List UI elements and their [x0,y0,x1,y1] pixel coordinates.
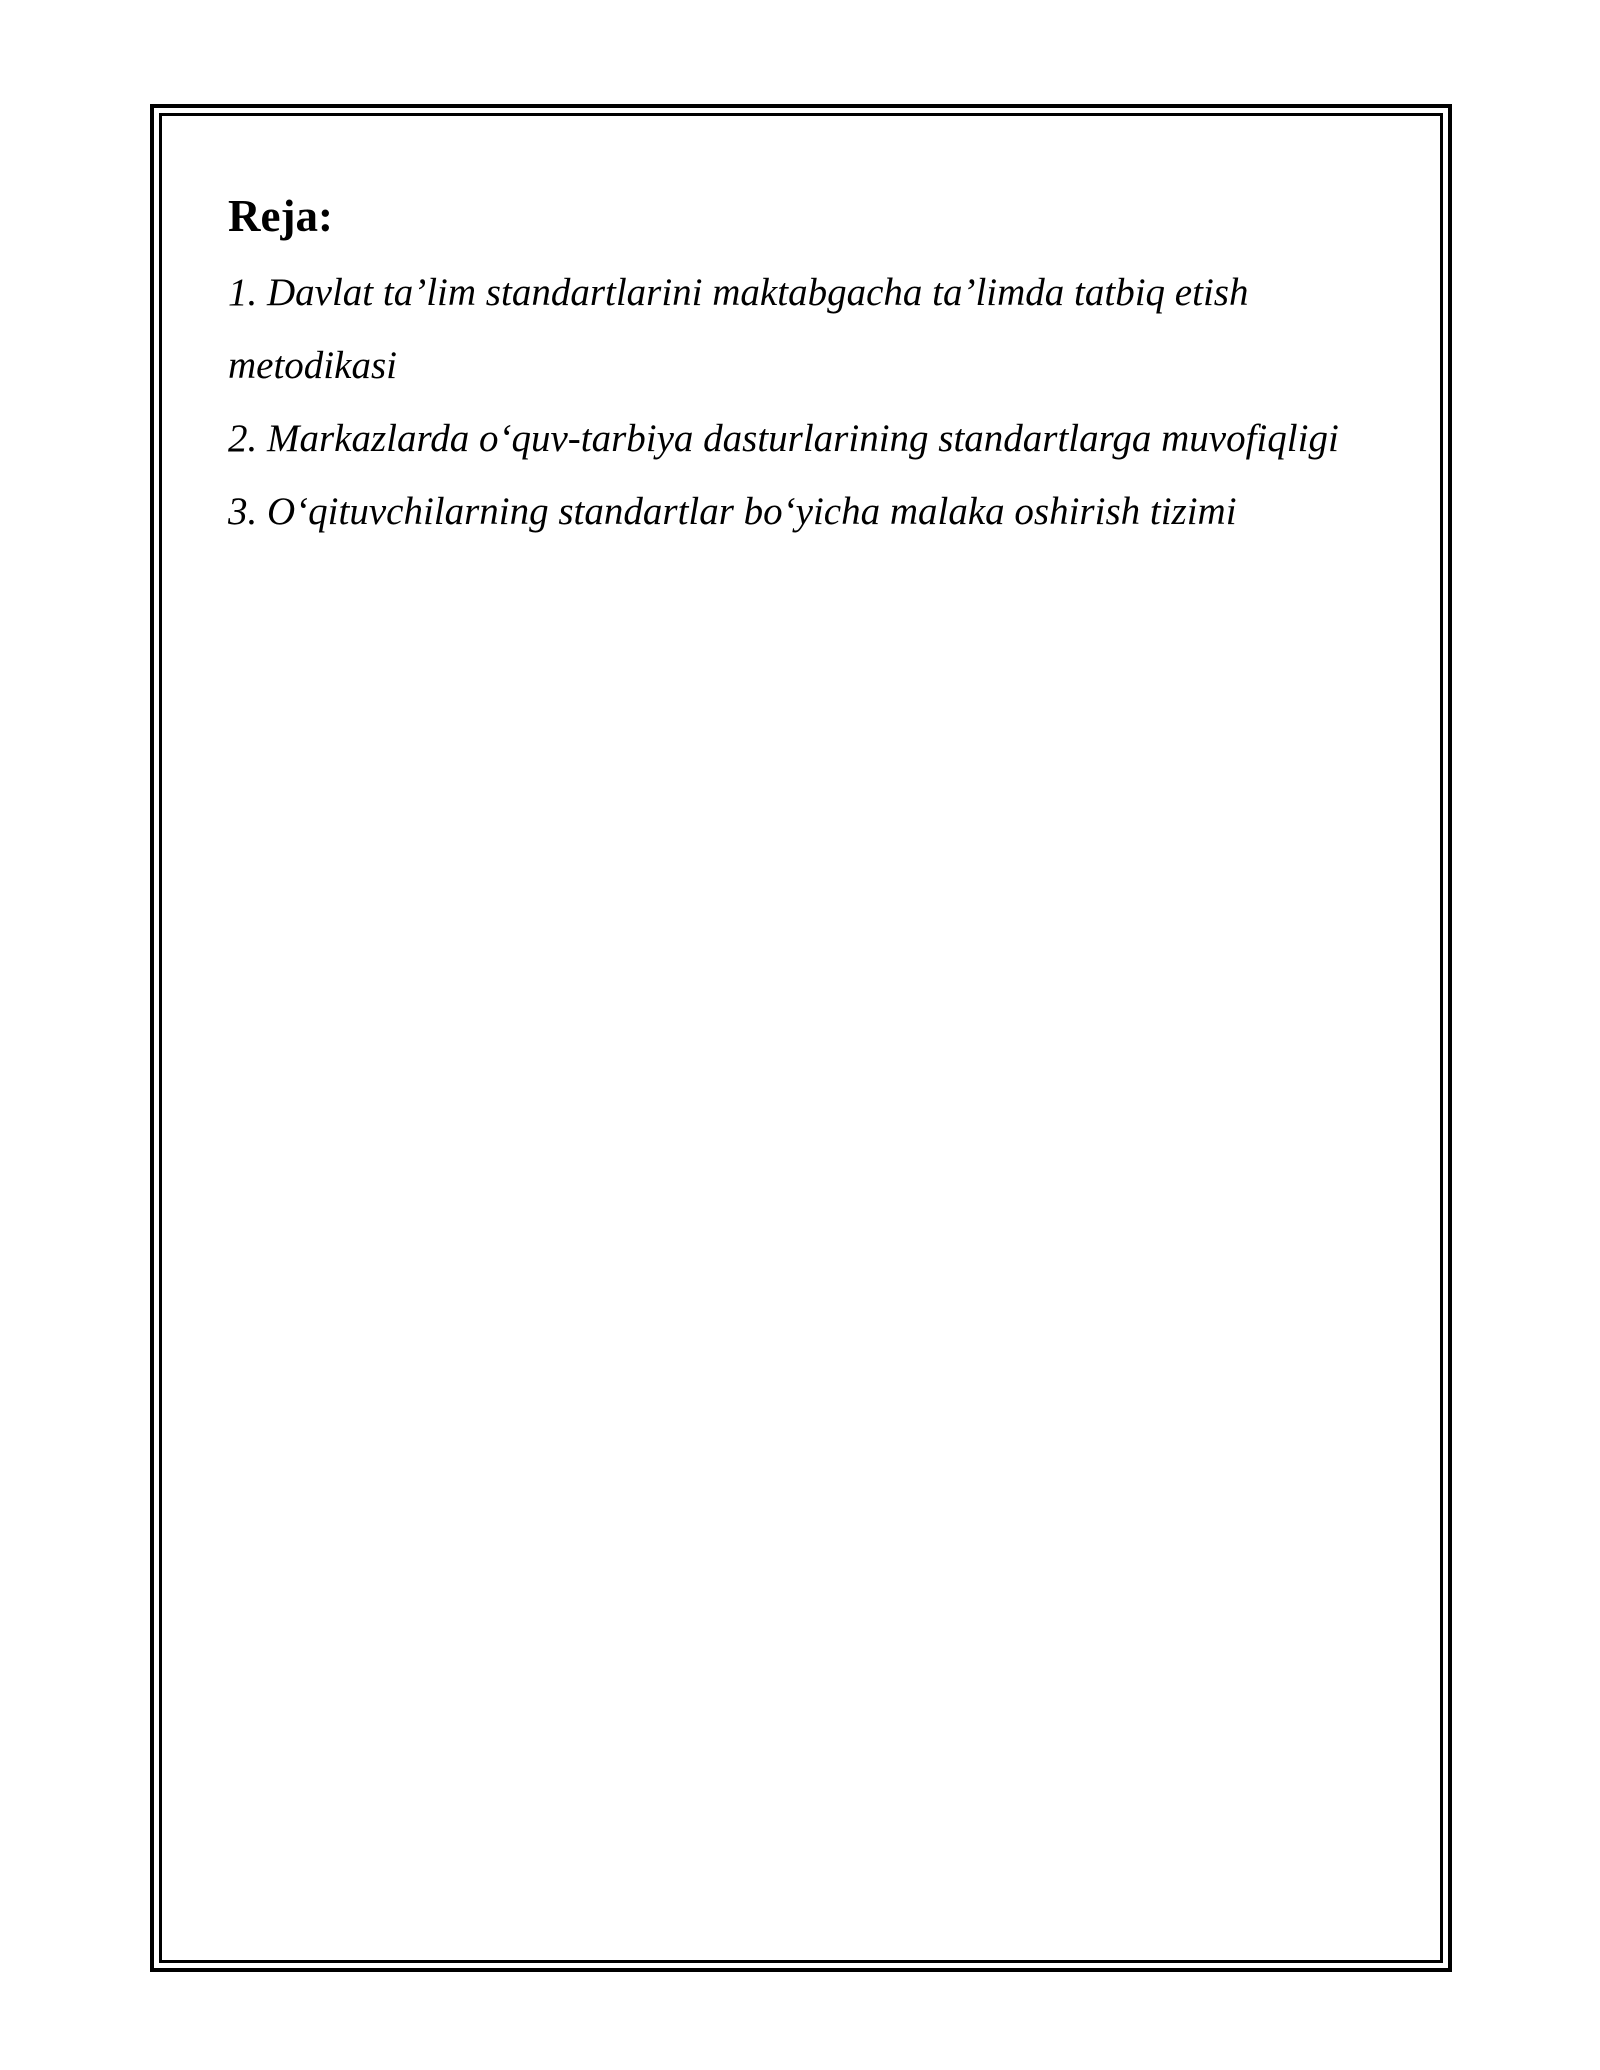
plan-list [228,256,1378,548]
plan-heading: Reja: [228,191,333,241]
document-content [228,188,1378,548]
plan-item-1: 1. Davlat ta’lim standartlarini maktabgacha ta’limda tatbiq etish metodikasi [228,271,1249,387]
plan-item-3: 3. O‘qituvchilarning standartlar bo‘yicha malaka oshirish tizimi [228,490,1237,533]
plan-item-2: 2. Markazlarda o‘quv-tarbiya dasturlarining standartlarga muvofiqligi [228,417,1339,460]
